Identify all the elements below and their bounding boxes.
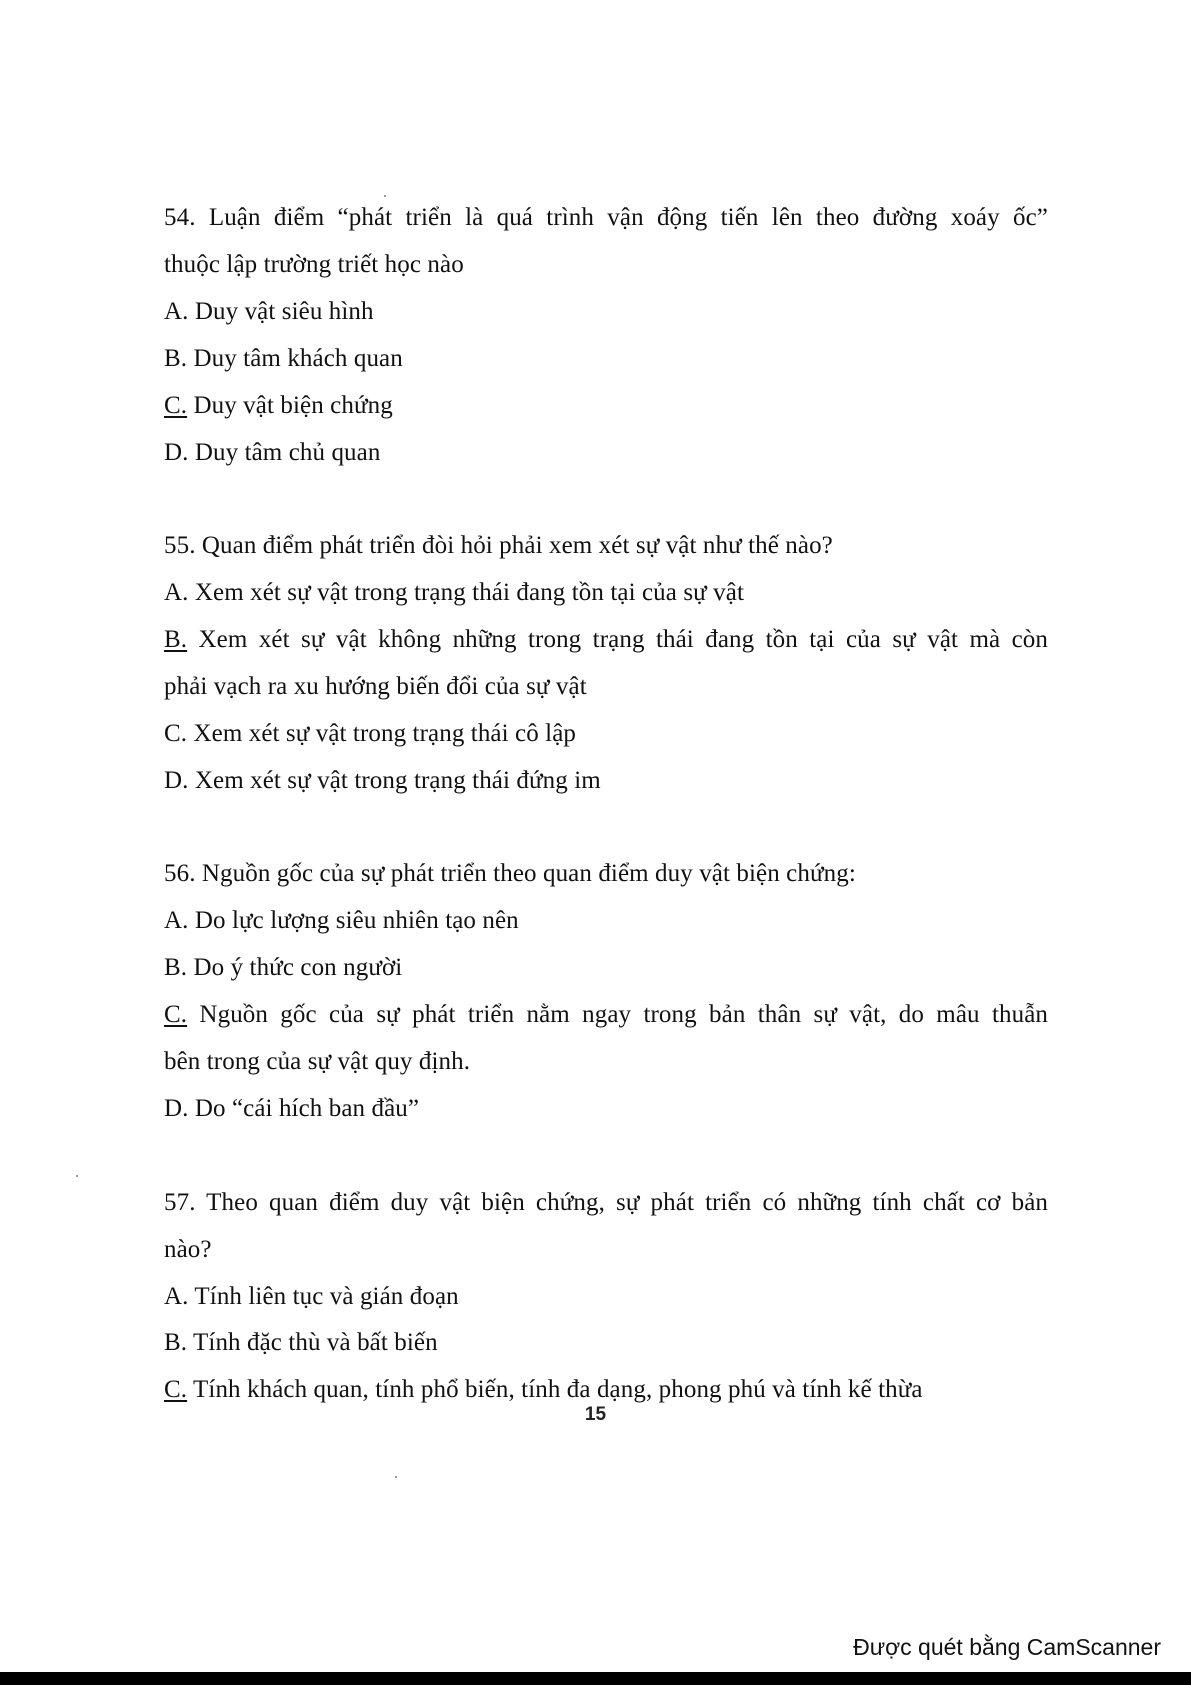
option-text: Duy vật siêu hình [188,298,374,325]
question-55-option-c [164,719,576,749]
scan-speck [384,195,386,197]
question-54-option-c-answer [164,391,393,421]
option-letter: D. [164,767,189,794]
question-57-stem-line-2: nào? [164,1236,212,1263]
option-letter: A. [164,1283,189,1310]
question-56-option-c-answer [164,1000,1048,1030]
option-letter: D. [164,1095,189,1122]
option-letter: D. [164,439,189,466]
question-57-option-b [164,1328,438,1358]
question-56-option-d [164,1094,419,1124]
question-54-stem-line-2: thuộc lập trường triết học nào [164,251,464,278]
question-55-stem: 55. Quan điểm phát triển đòi hỏi phải xem xét sự vật như thế nào? [164,532,833,559]
scan-speck [76,1175,78,1177]
scanner-watermark: Được quét bằng CamScanner [853,1634,1161,1660]
option-text: Duy vật biện chứng [187,392,393,419]
question-56-option-b [164,953,402,983]
footer-bar [0,1672,1191,1685]
question-57-option-c-answer [164,1375,923,1405]
answer-letter: B. [164,626,188,653]
answer-letter: C. [164,392,188,419]
option-text: Tính đặc thù và bất biến [187,1329,438,1356]
option-text: Xem xét sự vật trong trạng thái đang tồn tại của sự vật [188,579,744,606]
option-text: Xem xét sự vật trong trạng thái cô lập [187,720,576,747]
option-text: Do “cái hích ban đầu” [188,1095,420,1122]
question-55-option-a [164,578,744,608]
question-54-option-b [164,344,403,374]
option-letter: C. [164,720,188,747]
question-56-option-c-continuation: bên trong của sự vật quy định. [164,1048,471,1075]
option-letter: A. [164,298,189,325]
scan-speck [395,1476,397,1478]
question-54-stem-line-1: 54. Luận điểm “phát triển là quá trình vận động tiến lên theo đường xoáy ốc” [164,204,1048,231]
option-text: Tính liên tục và gián đoạn [188,1283,459,1310]
option-text: Do lực lượng siêu nhiên tạo nên [188,907,519,934]
option-letter: B. [164,954,188,981]
option-letter: B. [164,1329,188,1356]
option-text: Xem xét sự vật trong trạng thái đứng im [188,767,601,794]
question-55-option-d [164,766,601,796]
option-text: Duy tâm chủ quan [188,439,381,466]
option-text: Tính khách quan, tính phổ biến, tính đa dạng, phong phú và tính kế thừa [187,1376,923,1403]
option-text: Nguồn gốc của sự phát triển nằm ngay trong bản thân sự vật, do mâu thuẫn [187,1001,1048,1028]
option-letter: A. [164,907,189,934]
answer-letter: C. [164,1376,188,1403]
question-57-option-a [164,1282,459,1312]
question-56-stem: 56. Nguồn gốc của sự phát triển theo quan điểm duy vật biện chứng: [164,860,856,887]
page-number: 15 [584,1404,607,1425]
option-text: Xem xét sự vật không những trong trạng thái đang tồn tại của sự vật mà còn [187,626,1048,653]
option-text: Duy tâm khách quan [187,345,403,372]
question-57-stem-line-1: 57. Theo quan điểm duy vật biện chứng, sự phát triển có những tính chất cơ bản [164,1189,1048,1216]
question-54-option-d [164,438,380,468]
option-letter: B. [164,345,188,372]
question-55-option-b-answer [164,625,1048,655]
question-54-option-a [164,297,374,327]
option-letter: A. [164,579,189,606]
answer-letter: C. [164,1001,188,1028]
question-55-option-b-continuation: phải vạch ra xu hướng biến đổi của sự vật [164,673,587,700]
option-text: Do ý thức con người [187,954,403,981]
question-56-option-a [164,906,519,936]
